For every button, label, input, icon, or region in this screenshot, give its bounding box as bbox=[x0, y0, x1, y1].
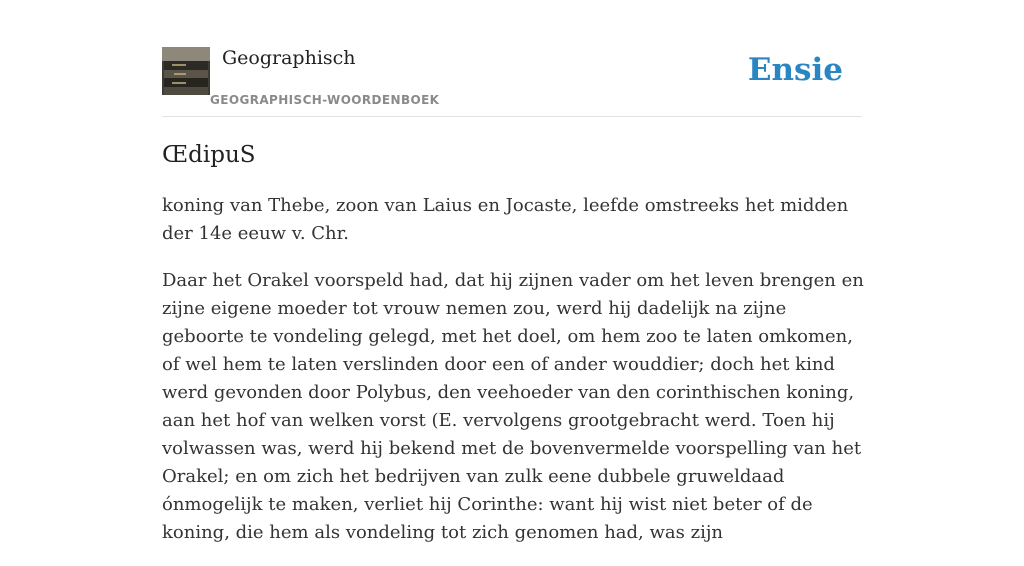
source-name[interactable]: Geographisch bbox=[222, 47, 356, 69]
books-image-icon bbox=[162, 47, 210, 95]
source-header bbox=[162, 46, 862, 117]
entry-paragraph: koning van Thebe, zoon van Laius en Jocaste, leefde omstreeks het midden der 14e eeuw v. Chr. bbox=[162, 195, 849, 244]
source-subtitle[interactable]: GEOGRAPHISCH-WOORDENBOEK bbox=[210, 93, 440, 107]
brand-logo[interactable]: Ensie bbox=[747, 52, 843, 88]
entry-paragraph: Daar het Orakel voorspeld had, dat hij zijnen vader om het leven brengen en zijne eigene moeder tot vrouw nemen zou, werd hij dadelijk na zijne geboorte te vondeling gelegd, met het doel, om hem zoo te laten omkomen, of wel hem te laten verslinden door een of ander wouddier; doch het kind werd gevonden door Polybus, den veehoeder van den corinthischen koning, aan het hof van welken vorst (E. vervolgens grootgebracht werd. Toen hij volwassen was, werd hij bekend met de bovenvermelde voorspelling van het Orakel; en om zich het bedrijven van zulk eene dubbele gruweldaad ónmogelijk te maken, verliet hij Corinthe: want hij wist niet beter of de koning, die hem als vondeling tot zich genomen had, was zijn bbox=[162, 270, 864, 543]
entry-title: ŒdipuS bbox=[162, 142, 256, 168]
entry-body bbox=[162, 192, 867, 566]
source-avatar[interactable] bbox=[162, 47, 210, 95]
